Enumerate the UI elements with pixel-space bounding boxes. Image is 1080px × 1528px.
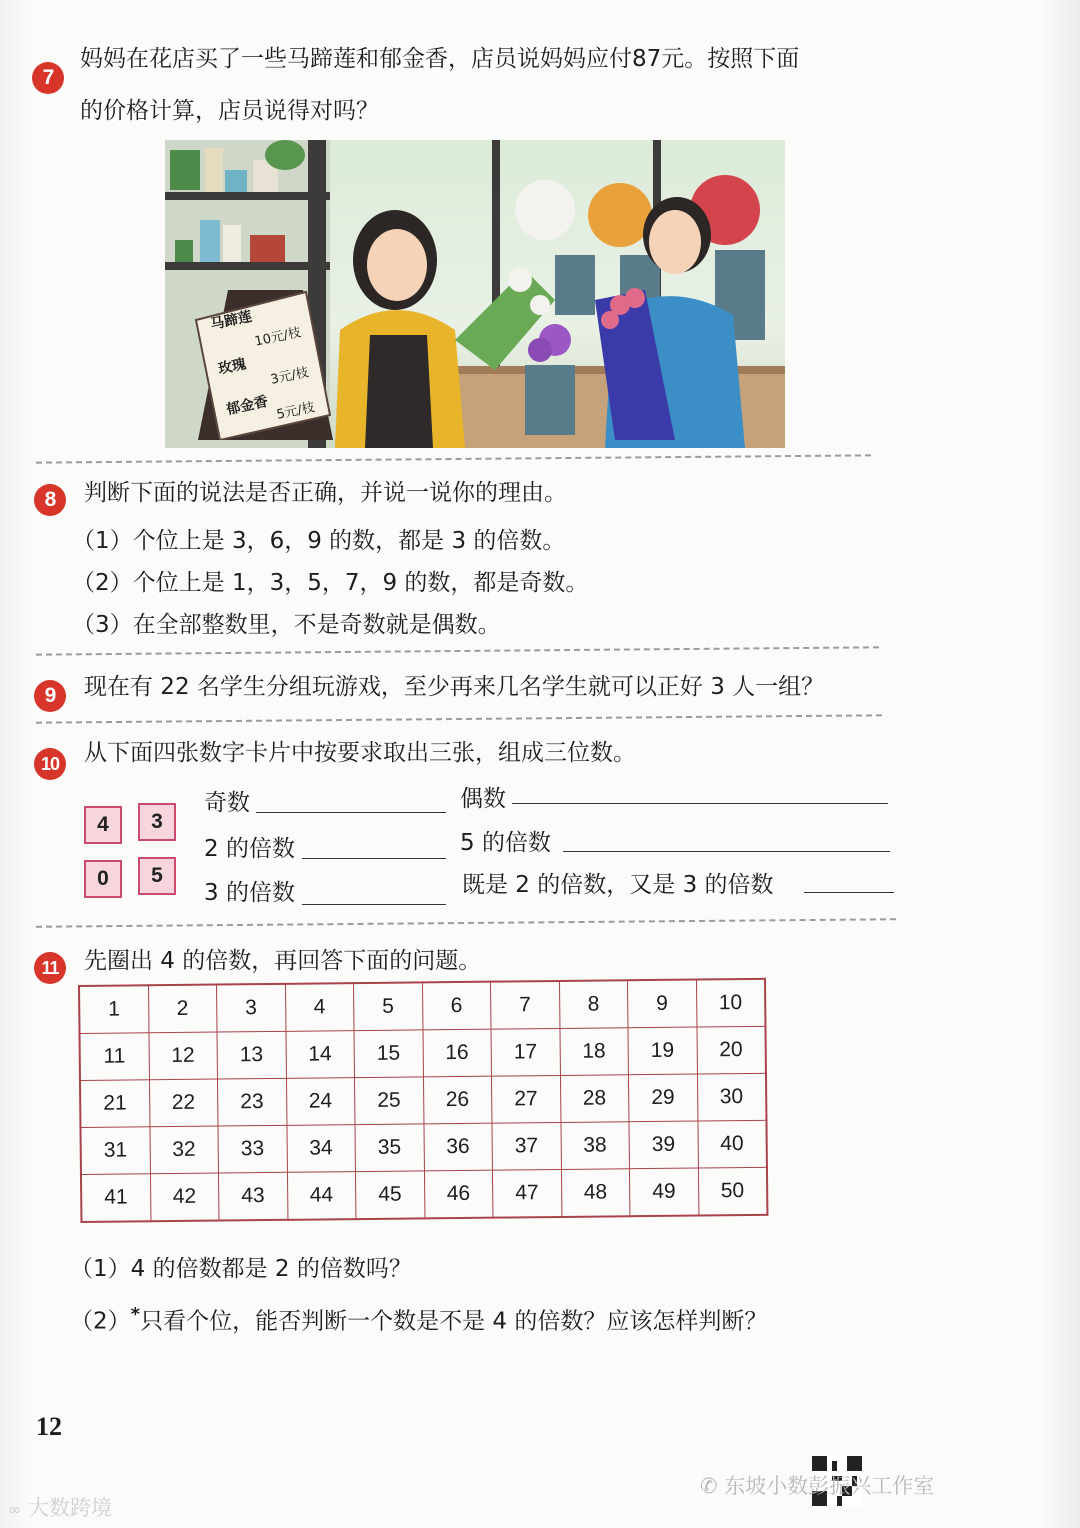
grid-row (80, 1026, 766, 1080)
multiple-of-5-answer-blank[interactable] (563, 851, 890, 852)
multiple-of-3-answer-blank[interactable] (302, 904, 446, 905)
grid-cell[interactable]: 30 (697, 1073, 766, 1121)
grid-cell[interactable]: 21 (80, 1080, 149, 1128)
number-card: 3 (138, 803, 176, 841)
question-10-badge: 10 (34, 748, 66, 780)
grid-cell[interactable]: 2 (148, 985, 217, 1033)
grid-cell[interactable]: 19 (628, 1027, 697, 1075)
grid-cell[interactable]: 46 (424, 1170, 493, 1218)
price-board-item-price: 5元/枝 (275, 400, 317, 423)
odd-label: 奇数 (204, 790, 250, 816)
question-8-item: （3）在全部整数里，不是奇数就是偶数。 (72, 612, 501, 638)
number-card: 4 (84, 806, 122, 844)
grid-cell[interactable]: 44 (287, 1172, 356, 1220)
question-11-sub1: （1）4 的倍数都是 2 的倍数吗？ (70, 1256, 412, 1282)
grid-cell[interactable]: 22 (149, 1079, 218, 1127)
grid-cell[interactable]: 16 (422, 1029, 491, 1077)
grid-cell[interactable]: 13 (217, 1031, 286, 1079)
price-board-item-name: 马蹄莲 (209, 308, 254, 334)
question-8-badge: 8 (34, 484, 66, 516)
grid-row (79, 979, 765, 1034)
grid-cell[interactable]: 11 (80, 1033, 149, 1081)
wechat-icon: ✆ (700, 1474, 718, 1498)
question-11-sub2 (70, 1300, 767, 1337)
challenge-star: * (130, 1304, 141, 1325)
grid-cell[interactable]: 7 (490, 981, 559, 1029)
grid-cell[interactable]: 14 (285, 1031, 354, 1079)
question-11-badge: 11 (34, 952, 66, 984)
odd-answer-blank[interactable] (256, 812, 446, 813)
question-7-text-line1: 妈妈在花店买了一些马蹄莲和郁金香，店员说妈妈应付87元。按照下面 (80, 46, 800, 72)
grid-cell[interactable]: 18 (559, 1028, 628, 1076)
grid-row (80, 1073, 766, 1127)
grid-cell[interactable]: 5 (353, 982, 422, 1030)
grid-cell[interactable]: 3 (217, 984, 286, 1032)
number-card: 0 (84, 860, 122, 898)
multiple-of-2-answer-blank[interactable] (302, 858, 446, 859)
grid-cell[interactable]: 23 (217, 1078, 286, 1126)
grid-cell[interactable]: 31 (80, 1127, 149, 1175)
grid-cell[interactable]: 12 (149, 1032, 218, 1080)
number-card: 5 (138, 857, 176, 895)
grid-cell[interactable]: 15 (354, 1030, 423, 1078)
question-11-sub2-text: 只看个位，能否判断一个数是不是 4 的倍数？应该怎样判断？ (140, 1308, 768, 1335)
question-7-text-line2: 的价格计算，店员说得对吗？ (80, 98, 379, 124)
question-11-title: 先圈出 4 的倍数，再回答下面的问题。 (84, 948, 482, 974)
watermark-left (8, 1492, 112, 1522)
grid-cell[interactable]: 1 (79, 985, 148, 1033)
watermark-logo-icon: ∞ (8, 1500, 22, 1519)
grid-cell[interactable]: 27 (491, 1075, 560, 1123)
watermark-right-text: 东坡小数彭振兴工作室 (724, 1474, 935, 1498)
grid-cell[interactable]: 47 (492, 1169, 561, 1217)
grid-cell[interactable]: 41 (81, 1174, 150, 1222)
even-label: 偶数 (460, 786, 506, 812)
question-8-title: 判断下面的说法是否正确，并说一说你的理由。 (84, 480, 567, 506)
grid-cell[interactable]: 6 (422, 982, 491, 1030)
question-9-text: 现在有 22 名学生分组玩游戏，至少再来几名学生就可以正好 3 人一组？ (84, 674, 825, 700)
grid-cell[interactable]: 48 (561, 1169, 630, 1217)
grid-cell[interactable]: 17 (491, 1028, 560, 1076)
grid-cell[interactable]: 38 (560, 1122, 629, 1170)
price-board-item-price: 10元/枝 (253, 325, 303, 350)
question-7-badge: 7 (32, 62, 64, 94)
grid-row (80, 1120, 766, 1174)
grid-cell[interactable]: 26 (423, 1076, 492, 1124)
grid-cell[interactable]: 34 (286, 1125, 355, 1173)
question-9-badge: 9 (34, 680, 66, 712)
grid-cell[interactable]: 43 (218, 1172, 287, 1220)
price-board-item-name: 玫瑰 (216, 356, 248, 378)
grid-cell[interactable]: 32 (149, 1126, 218, 1174)
grid-cell[interactable]: 29 (628, 1074, 697, 1122)
question-11-sub2-prefix: （2） (70, 1308, 131, 1335)
grid-cell[interactable]: 24 (286, 1078, 355, 1126)
grid-cell[interactable]: 42 (150, 1173, 219, 1221)
grid-cell[interactable]: 40 (697, 1120, 766, 1168)
multiple-of-3-label: 3 的倍数 (204, 880, 295, 906)
grid-cell[interactable]: 33 (218, 1125, 287, 1173)
grid-cell[interactable]: 9 (627, 980, 696, 1028)
grid-cell[interactable]: 28 (560, 1075, 629, 1123)
multiple-of-5-label: 5 的倍数 (460, 830, 551, 856)
grid-cell[interactable]: 8 (559, 980, 628, 1028)
grid-cell[interactable]: 35 (355, 1124, 424, 1172)
grid-cell[interactable]: 4 (285, 983, 354, 1031)
watermark-right (700, 1470, 934, 1500)
price-board (188, 290, 338, 440)
even-answer-blank[interactable] (512, 803, 888, 804)
price-board-item-price: 3元/枝 (269, 365, 311, 388)
grid-cell[interactable]: 10 (696, 979, 765, 1027)
grid-cell[interactable]: 25 (354, 1077, 423, 1125)
grid-row (81, 1167, 767, 1222)
page-number: 12 (36, 1412, 62, 1441)
grid-cell[interactable]: 39 (629, 1121, 698, 1169)
grid-cell[interactable]: 45 (355, 1171, 424, 1219)
multiple-of-2-and-3-label: 既是 2 的倍数，又是 3 的倍数 (462, 872, 774, 898)
multiple-of-2-label: 2 的倍数 (204, 836, 295, 862)
grid-cell[interactable]: 36 (423, 1123, 492, 1171)
grid-cell[interactable]: 20 (696, 1026, 765, 1074)
multiple-of-2-and-3-answer-blank[interactable] (804, 892, 894, 893)
question-8-item: （1）个位上是 3，6，9 的数，都是 3 的倍数。 (72, 528, 566, 554)
grid-cell[interactable]: 50 (698, 1167, 767, 1215)
watermark-left-text: 大数跨境 (28, 1496, 113, 1520)
grid-cell[interactable]: 49 (629, 1168, 698, 1216)
question-10-title: 从下面四张数字卡片中按要求取出三张，组成三位数。 (84, 740, 636, 766)
question-8-item: （2）个位上是 1，3，5，7，9 的数，都是奇数。 (72, 570, 589, 596)
number-grid (78, 978, 768, 1223)
grid-cell[interactable]: 37 (492, 1122, 561, 1170)
price-board-item-name: 郁金香 (225, 393, 270, 419)
